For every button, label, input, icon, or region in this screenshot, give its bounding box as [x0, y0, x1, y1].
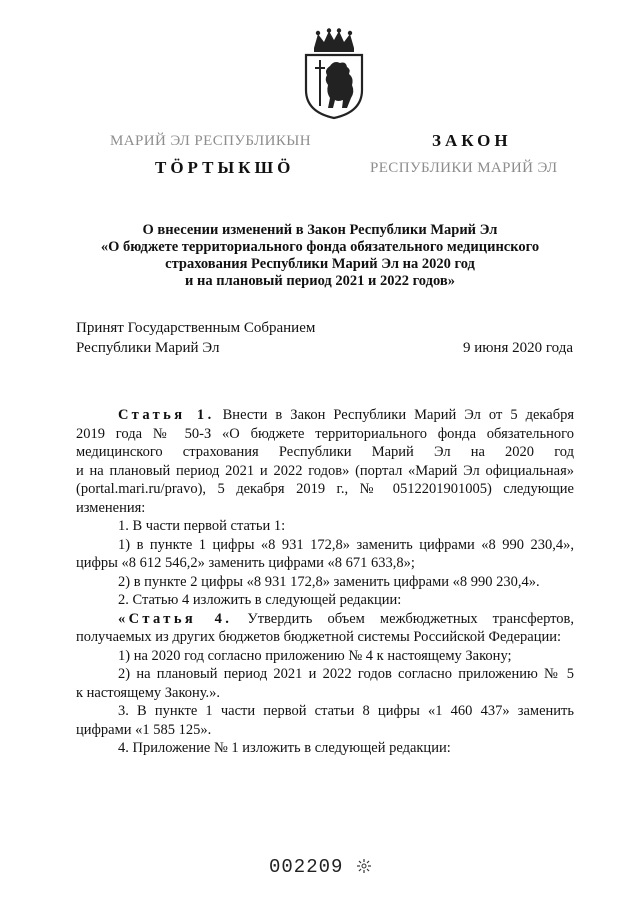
article-4-label: «Статья 4. [118, 610, 233, 627]
body-line: «Статья 4. Утвердить объем межбюджетных трансфертов, [118, 610, 575, 627]
body-line: 3. В пункте 1 части первой статьи 8 цифры «1 460 437» заменить [118, 703, 574, 719]
header-right-bottom: РЕСПУБЛИКИ МАРИЙ ЭЛ [370, 160, 558, 176]
footer-document-number: 002209 [269, 856, 344, 878]
header-left-bottom: ТӦРТЫКШӦ [155, 158, 295, 177]
adoption-line: Республики Марий Эл [76, 340, 220, 356]
coat-of-arms-emblem [300, 28, 368, 120]
article-1-label: Статья 1. [118, 407, 215, 423]
body-line: Статья 1. Внести в Закон Республики Марий Эл от 5 декабря [118, 407, 574, 423]
body-line: получаемых из других бюджетов бюджетной системы Российской Федерации: [76, 629, 562, 645]
body-line: цифрами «1 585 125». [76, 721, 212, 738]
body-line: к настоящему Закону.». [76, 684, 221, 701]
body-line: (portal.mari.ru/pravo), 5 декабря 2019 г., № 0512201901005) следующие [76, 481, 574, 497]
adoption-date: 9 июня 2020 года [462, 340, 573, 356]
title-line: О внесении изменений в Закон Республики Марий Эл [142, 222, 498, 238]
title-line: «О бюджете территориального фонда обязательного медицинского [100, 239, 540, 255]
body-line: изменения: [76, 499, 146, 516]
adoption-block [76, 318, 315, 358]
body-line: 2. Статью 4 изложить в следующей редакции: [118, 592, 402, 608]
body-line: 1) на 2020 год согласно приложению № 4 к настоящему Закону; [118, 647, 512, 664]
body-line: и на плановый период 2021 и 2022 годов» (портал «Марий Эл официальная» [76, 462, 574, 479]
document-body [76, 406, 574, 758]
adoption-line: Принят Государственным Собранием [76, 320, 316, 336]
ornament-icon [356, 858, 372, 874]
body-line: 4. Приложение № 1 изложить в следующей редакции: [118, 740, 451, 756]
body-line: медицинского страхования Республики Марий Эл на 2020 год [76, 444, 574, 460]
header-right-top: ЗАКОН [432, 131, 512, 150]
body-line: 2019 года № 50-З «О бюджете территориального фонда обязательного [76, 425, 574, 442]
body-line: 1) в пункте 1 цифры «8 931 172,8» заменить цифрами «8 990 230,4», [118, 536, 574, 553]
header-left-top: МАРИЙ ЭЛ РЕСПУБЛИКЫН [110, 133, 311, 149]
title-line: страхования Республики Марий Эл на 2020 год [165, 256, 475, 272]
document-title [70, 222, 570, 290]
body-line: цифры «8 612 546,2» заменить цифрами «8 671 633,8»; [76, 555, 415, 571]
body-line: 2) в пункте 2 цифры «8 931 172,8» заменить цифрами «8 990 230,4». [118, 573, 540, 590]
title-line: и на плановый период 2021 и 2022 годов» [185, 273, 455, 289]
body-line: 2) на плановый период 2021 и 2022 годов согласно приложению № 5 [118, 666, 574, 682]
body-line: 1. В части первой статьи 1: [118, 518, 286, 534]
